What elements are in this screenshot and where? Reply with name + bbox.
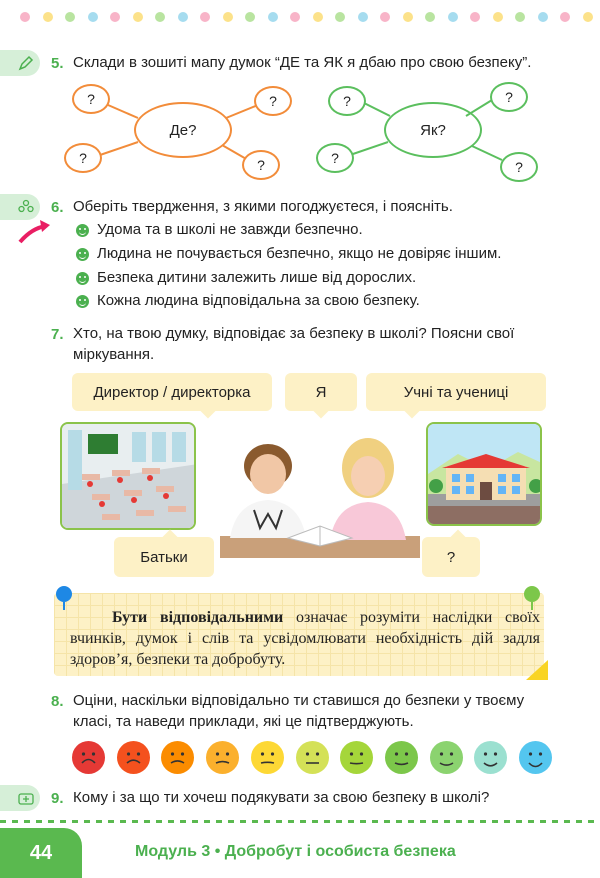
page-fold-corner <box>526 660 548 680</box>
school-building-illustration <box>426 422 542 526</box>
mind-map-bubble: ? <box>490 82 528 112</box>
question-5-text: Склади в зошиті мапу думок “ДЕ та ЯК я дбаю про свою безпеку”. <box>73 54 532 71</box>
smiley-bullet-icon <box>76 224 89 237</box>
label-parents: Батьки <box>114 537 214 577</box>
mind-map-bubble: ? <box>64 143 102 173</box>
statement-item: Удома та в школі не завжди безпечно. <box>76 220 363 240</box>
emotion-face-icon[interactable] <box>430 741 463 774</box>
emotion-face-icon[interactable] <box>340 741 373 774</box>
label-me: Я <box>285 373 357 411</box>
children-reading-illustration <box>220 418 420 558</box>
footer-divider <box>0 820 600 823</box>
smiley-bullet-icon <box>76 295 89 308</box>
definition-text: Бути відповідальними означає розуміти наслідки своїх вчинків, думок і слів та усвідомлювати необхідність дій задля здоров’я, безпеки та добробуту. <box>70 609 541 668</box>
emotion-face-icon[interactable] <box>117 741 150 774</box>
mind-map-bubble: ? <box>316 143 354 173</box>
mind-map-bubble: ? <box>72 84 110 114</box>
mind-map-bubble: ? <box>328 86 366 116</box>
label-director: Директор / директорка <box>72 373 272 411</box>
question-9-text: Кому і за що ти хочеш подякувати за свою безпеку в школі? <box>73 789 490 806</box>
question-7-number: 7. <box>51 326 64 343</box>
statement-item: Безпека дитини залежить лише від дорослих. <box>76 268 416 288</box>
emotion-face-icon[interactable] <box>385 741 418 774</box>
question-8-line2: класі, та наведи приклади, які це підтверджують. <box>73 713 414 730</box>
question-7-line1: Хто, на твою думку, відповідає за безпеку в школі? Поясни свої <box>73 325 515 342</box>
emotion-face-icon[interactable] <box>519 741 552 774</box>
group-icon <box>0 194 40 220</box>
page-number: 44 <box>0 828 82 878</box>
emotion-face-icon[interactable] <box>72 741 105 774</box>
question-6-number: 6. <box>51 199 64 216</box>
smiley-bullet-icon <box>76 248 89 261</box>
question-9-number: 9. <box>51 790 64 807</box>
classroom-illustration <box>60 422 196 530</box>
mind-map-center-how: Як? <box>384 102 482 158</box>
module-title: Модуль 3 • Добробут і особиста безпека <box>135 843 456 860</box>
statement-item: Кожна людина відповідальна за свою безпеку. <box>76 291 420 311</box>
first-aid-icon <box>0 785 40 811</box>
statement-item: Людина не почувається безпечно, якщо не довіряє іншим. <box>76 244 501 264</box>
emotion-face-icon[interactable] <box>206 741 239 774</box>
emotion-face-icon[interactable] <box>251 741 284 774</box>
label-unknown: ? <box>422 537 480 577</box>
smiley-bullet-icon <box>76 272 89 285</box>
emotion-face-icon[interactable] <box>296 741 329 774</box>
question-5-number: 5. <box>51 55 64 72</box>
emotion-face-icon[interactable] <box>161 741 194 774</box>
question-8-number: 8. <box>51 693 64 710</box>
question-7-line2: міркування. <box>73 346 155 363</box>
question-8-line1: Оціни, наскільки відповідально ти ставишся до безпеки у твоєму <box>73 692 525 709</box>
emotion-face-icon[interactable] <box>474 741 507 774</box>
question-6-text: Оберіть твердження, з якими погоджуєтеся, і поясніть. <box>73 198 453 215</box>
mind-map-bubble: ? <box>242 150 280 180</box>
mind-map-bubble: ? <box>500 152 538 182</box>
label-students: Учні та учениці <box>366 373 546 411</box>
pointer-arrow-icon <box>16 218 54 246</box>
mind-map-center-where: Де? <box>134 102 232 158</box>
mind-map-bubble: ? <box>254 86 292 116</box>
